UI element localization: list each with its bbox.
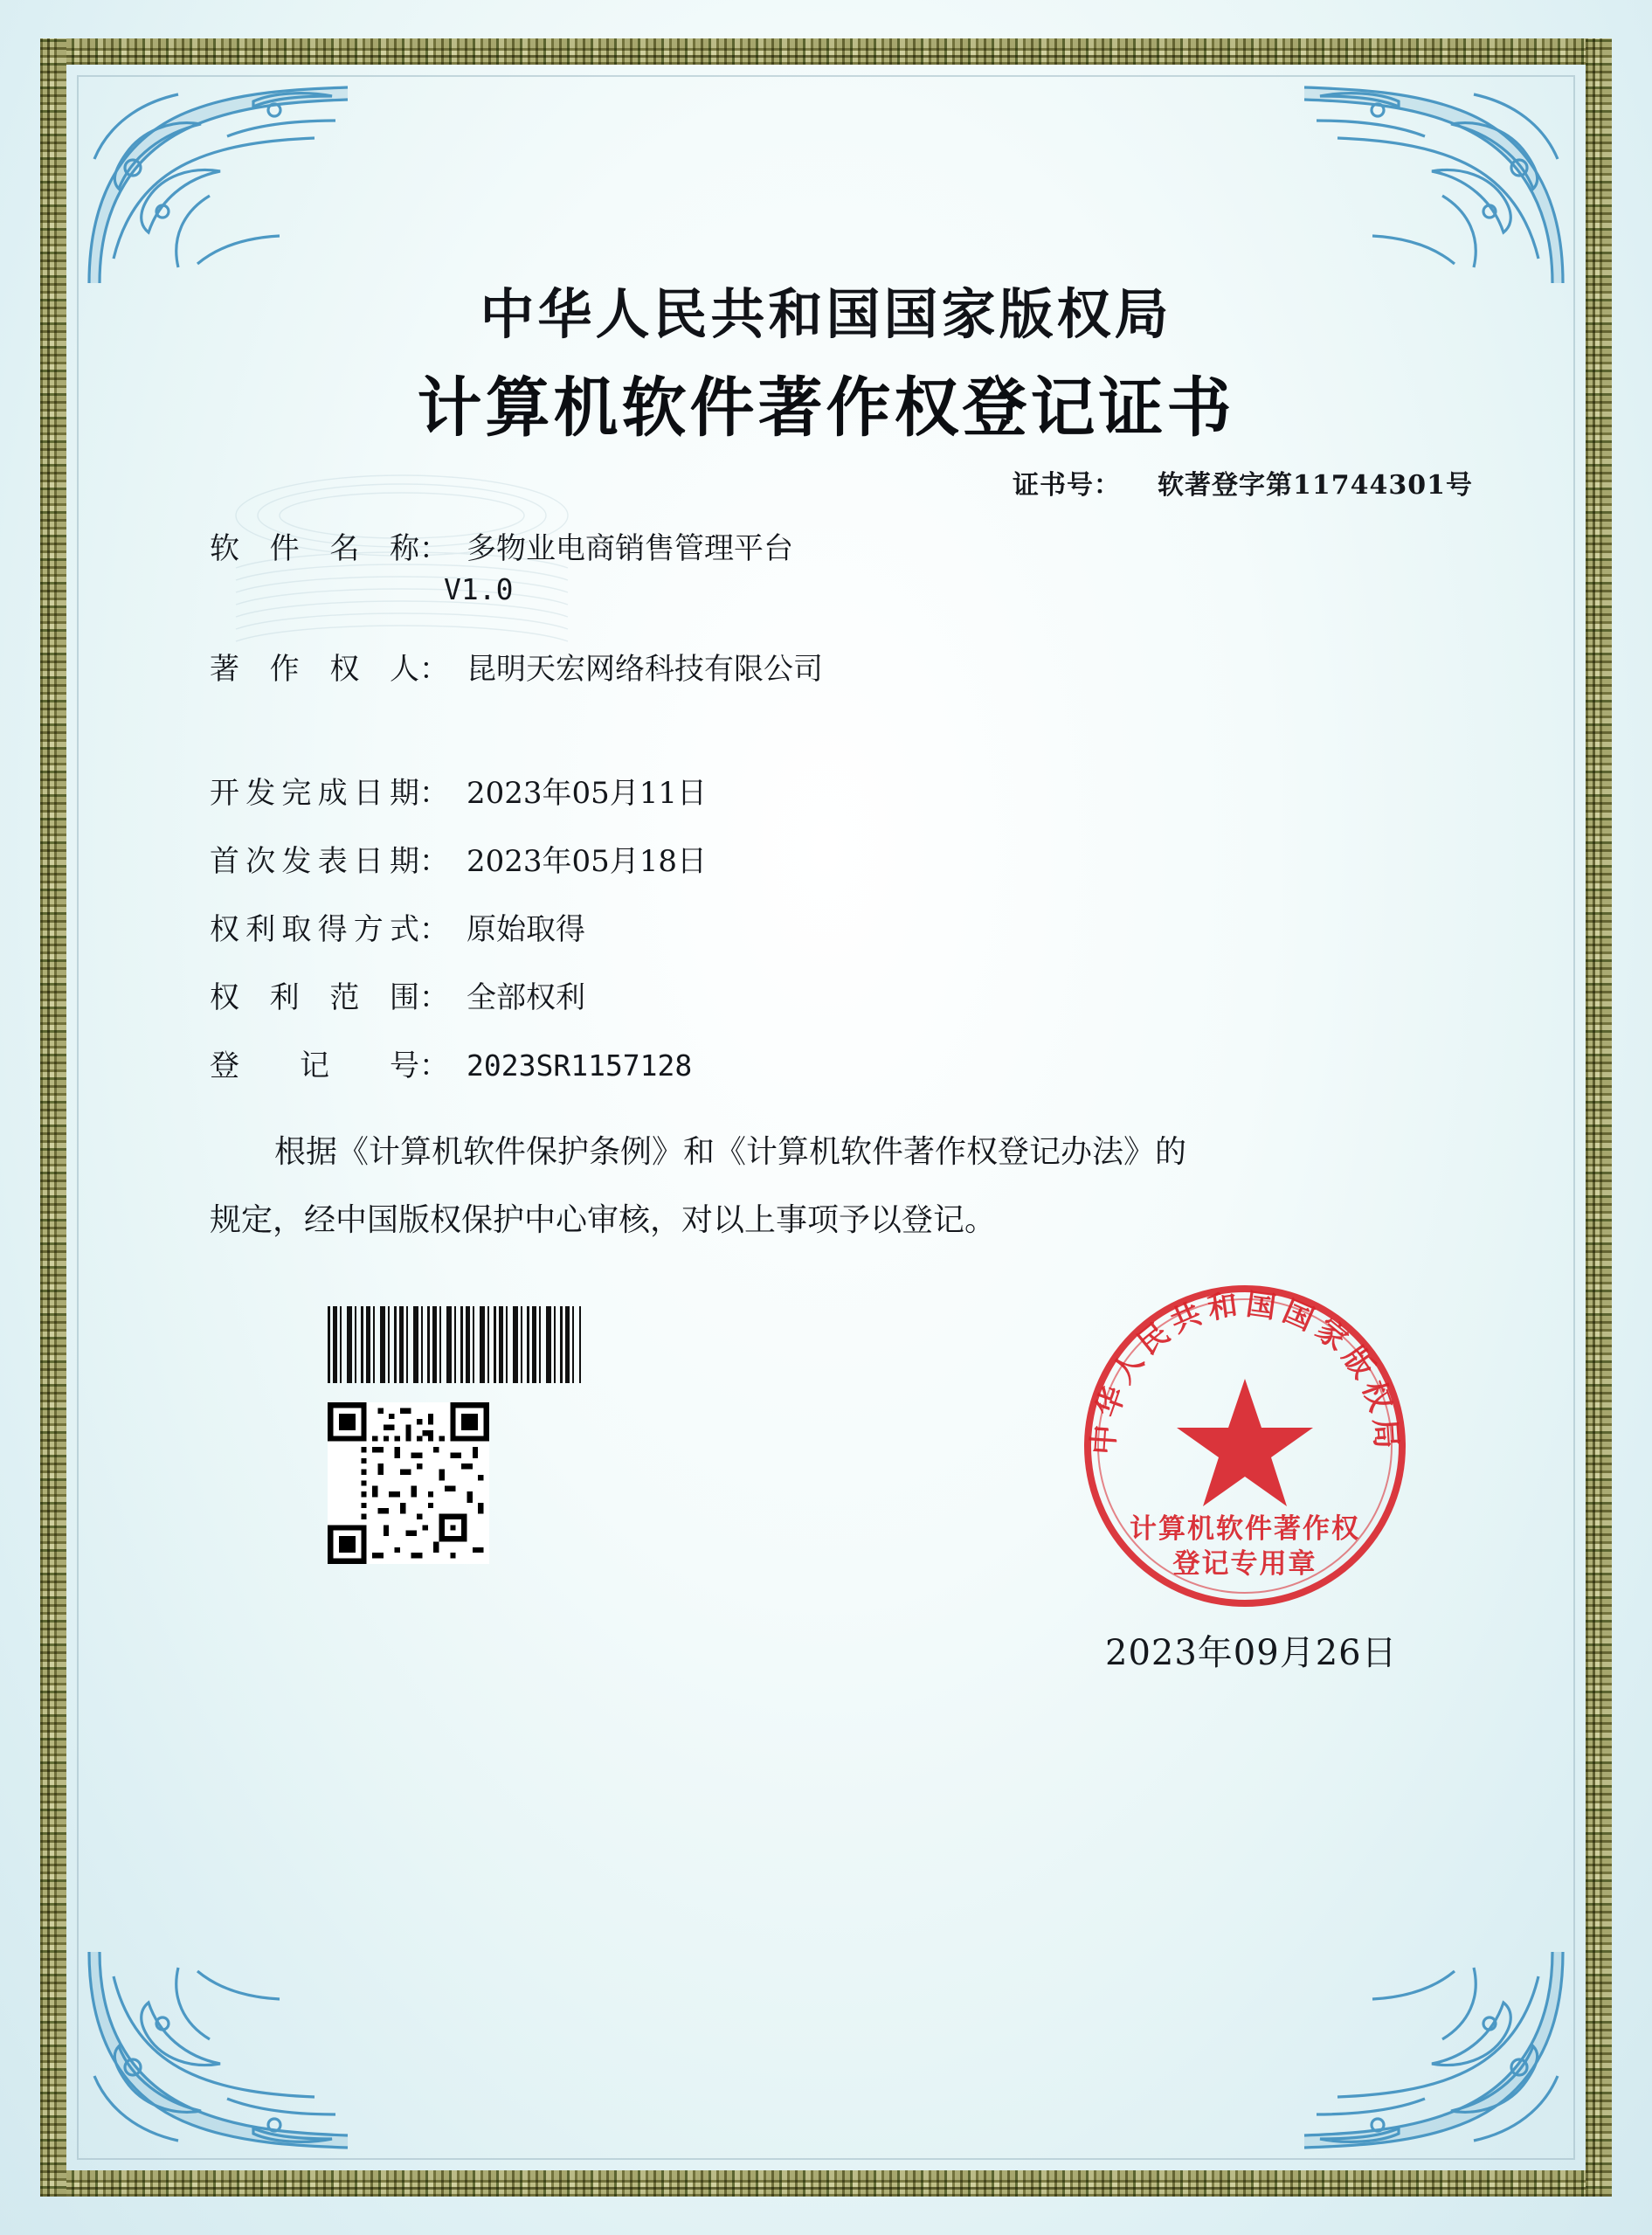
field-value: 2023年05月11日: [467, 776, 708, 811]
field-rights-scope: 权利范围： 全部权利: [210, 973, 585, 1016]
field-value: 2023年05月18日: [467, 844, 708, 879]
svg-text:中华人民共和国国家版权局: 中华人民共和国国家版权局: [1086, 1286, 1404, 1457]
field-label: 著作权人: [210, 652, 419, 687]
border-band-top: [40, 38, 1612, 65]
qr-code: [328, 1402, 489, 1564]
field-value: 昆明天宏网络科技有限公司: [467, 652, 823, 687]
border-band-right: [1586, 38, 1612, 2197]
statement-line-2: 规定，经中国版权保护中心审核，对以上事项予以登记。: [210, 1202, 997, 1238]
issue-date: 2023年09月26日: [1105, 1633, 1398, 1673]
certificate-number-label: 证书号：: [1013, 470, 1121, 501]
field-software-version: [444, 572, 513, 606]
field-label: 开发完成日期: [210, 776, 419, 811]
legal-statement: [210, 1118, 1459, 1255]
field-value: 多物业电商销售管理平台: [467, 531, 793, 566]
svg-text:计算机软件著作权: 计算机软件著作权: [1130, 1513, 1360, 1545]
field-label: 权利范围: [210, 980, 419, 1015]
certificate-title: 计算机软件著作权登记证书: [417, 370, 1235, 446]
field-label: 软件名称: [210, 531, 419, 566]
field-label: 权利取得方式: [210, 912, 419, 947]
field-label: 首次发表日期: [210, 844, 419, 879]
official-seal: [1075, 1276, 1415, 1616]
field-software-name: 软件名称： 多物业电商销售管理平台: [210, 524, 793, 567]
field-acquisition-method: 权利取得方式： 原始取得: [210, 905, 585, 948]
field-label: 登记号: [210, 1048, 419, 1083]
field-value: 全部权利: [467, 980, 585, 1015]
border-band-left: [40, 38, 66, 2197]
barcode: [328, 1306, 581, 1383]
field-first-publication-date: 首次发表日期： 2023年05月18日: [210, 837, 707, 880]
field-value: 原始取得: [467, 912, 585, 947]
field-value: V1.0: [444, 572, 514, 606]
certificate-number: [1013, 463, 1473, 502]
field-development-date: 开发完成日期： 2023年05月11日: [210, 769, 707, 812]
certificate-content: [114, 105, 1538, 2132]
field-registration-number: 登记号： 2023SR1157128: [210, 1041, 692, 1084]
field-value: 2023SR1157128: [467, 1048, 693, 1083]
statement-line-1: 根据《计算机软件保护条例》和《计算机软件著作权登记办法》的: [274, 1134, 1187, 1170]
field-copyright-owner: 著作权人： 昆明天宏网络科技有限公司: [210, 645, 823, 688]
certificate-number-value: 软著登字第11744301号: [1158, 470, 1473, 501]
issuer-title: 中华人民共和国国家版权局: [480, 282, 1172, 346]
svg-text:登记专用章: 登记专用章: [1172, 1548, 1317, 1580]
border-band-bottom: [40, 2170, 1612, 2197]
